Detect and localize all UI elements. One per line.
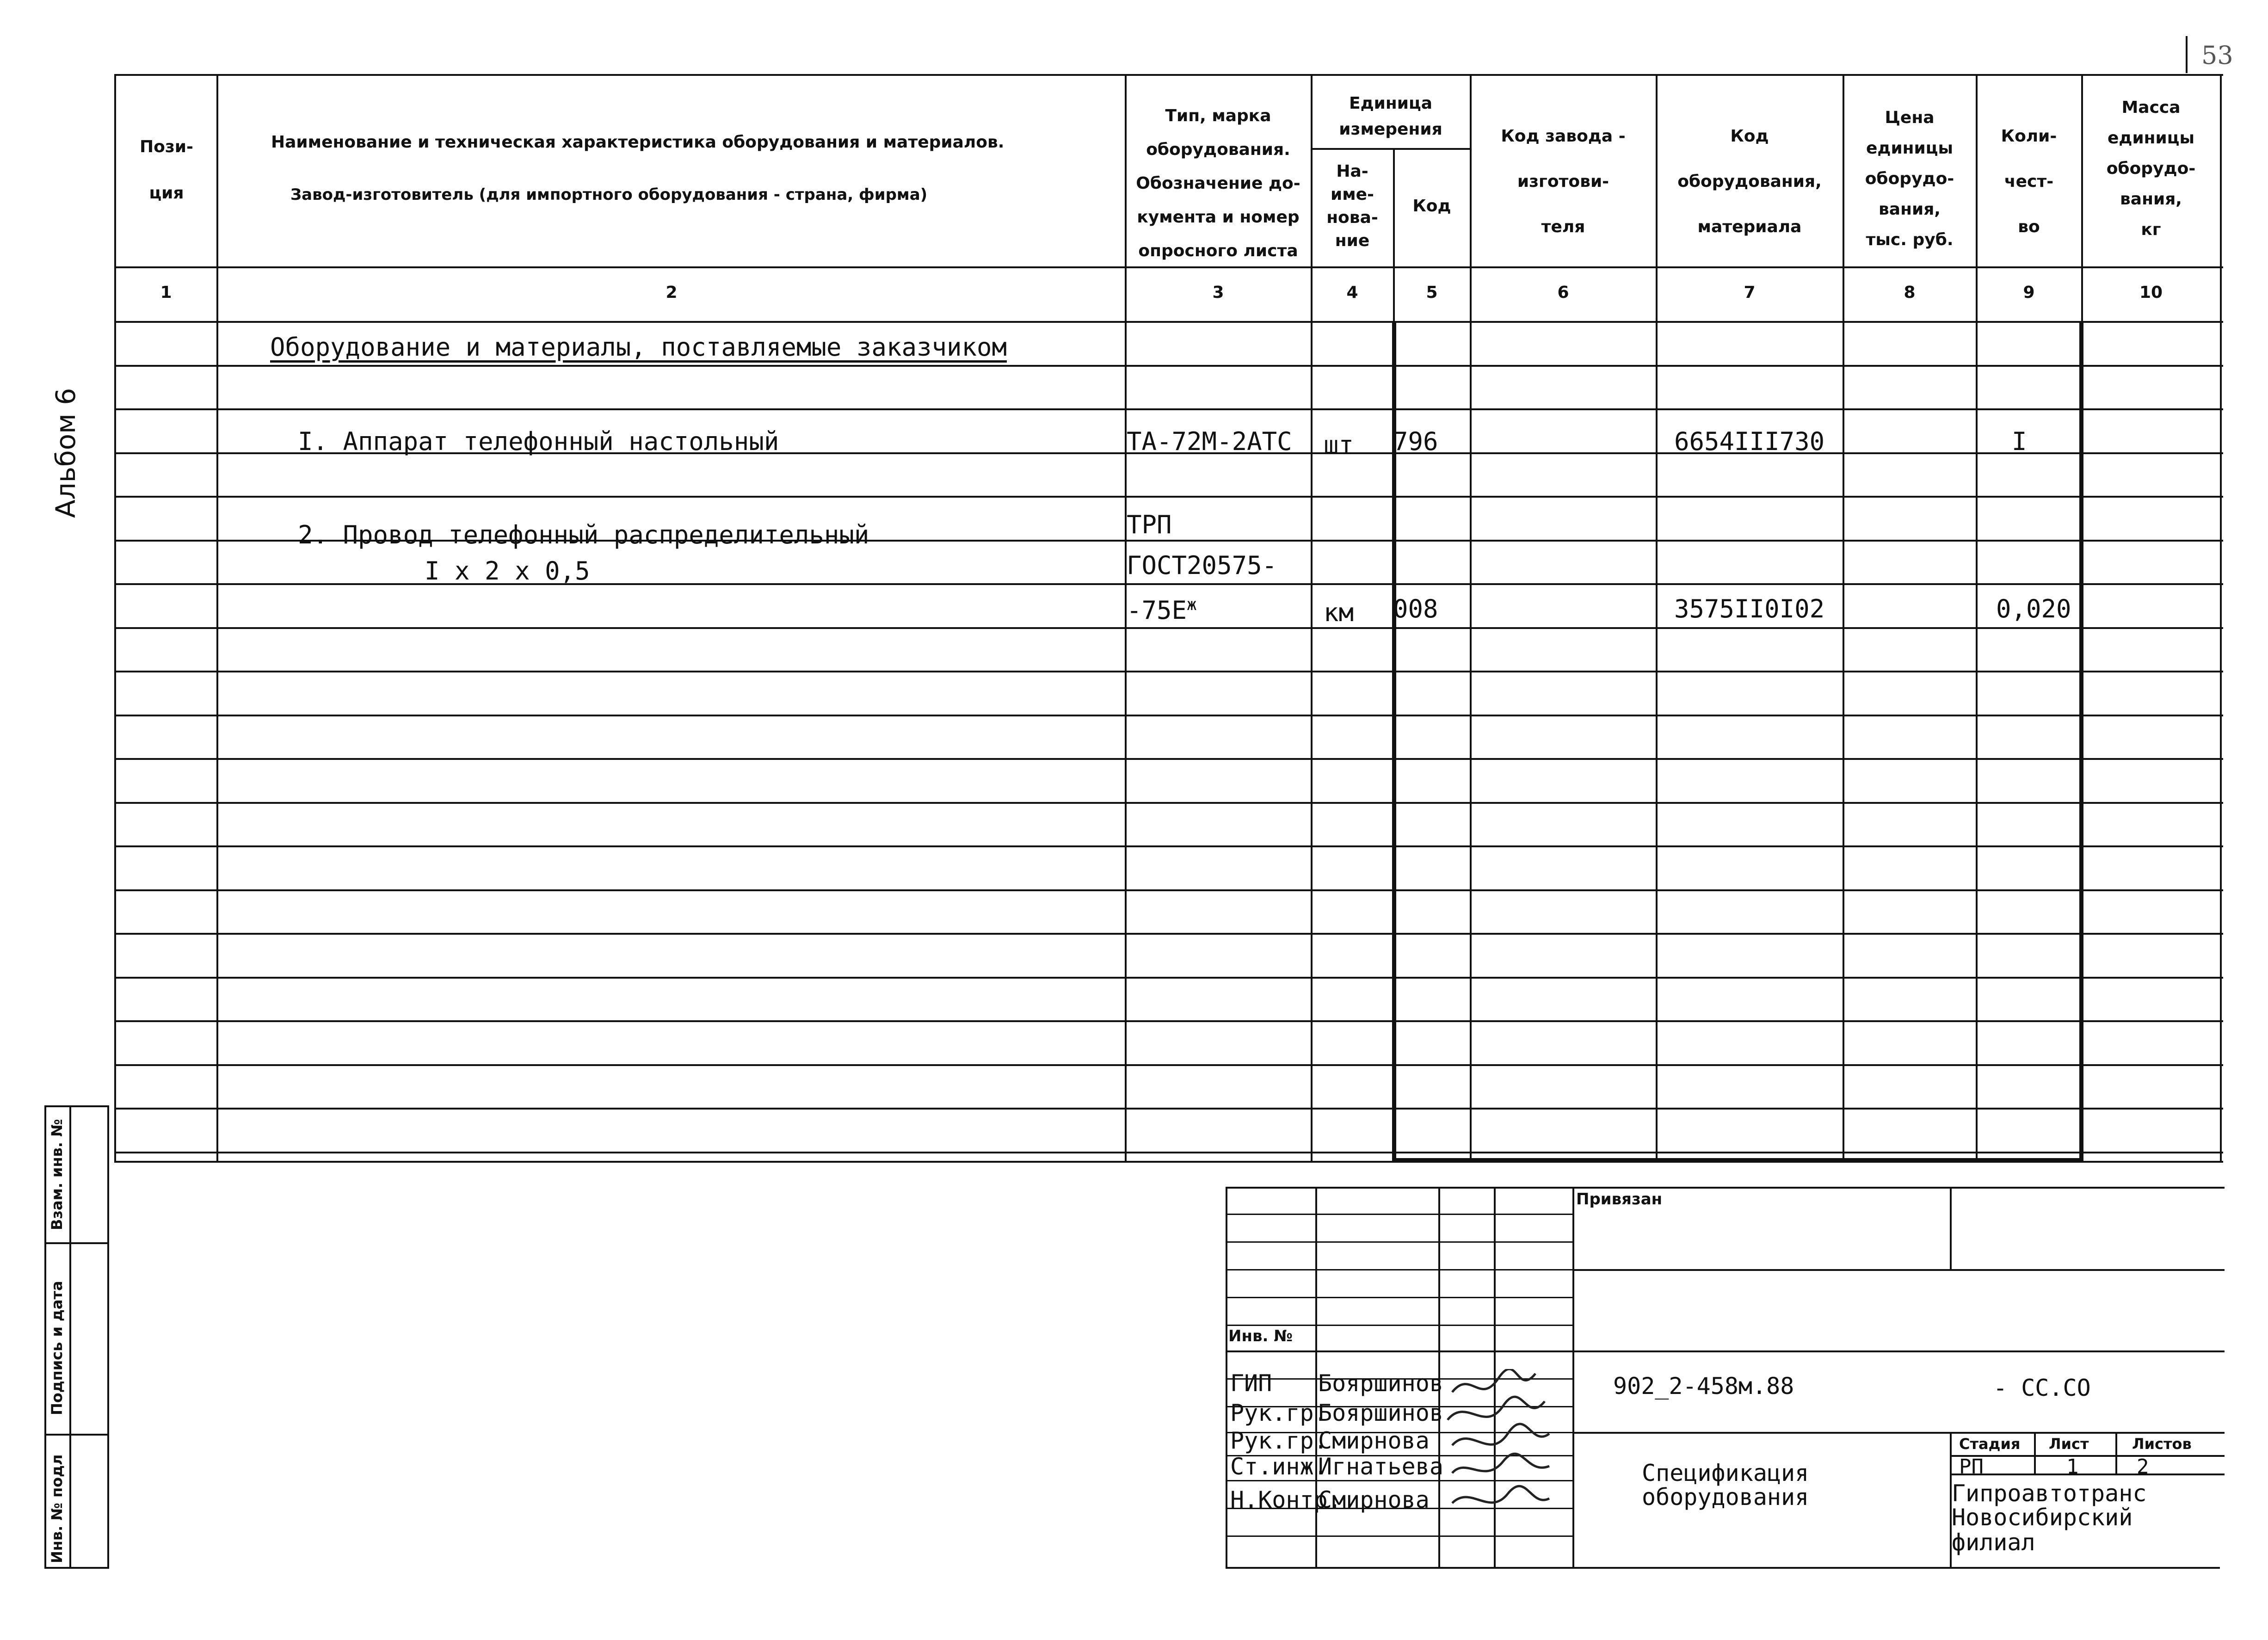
colnum-5: 5 <box>1426 283 1438 302</box>
hdr-col4: На- име- нова- ние <box>1326 162 1378 250</box>
row-line <box>114 1152 2223 1153</box>
margin-line-inner <box>107 1105 109 1568</box>
margin-vzam: Взам. инв. № <box>48 1119 66 1230</box>
margin-line-outer <box>44 1105 46 1568</box>
thick-bottom <box>1392 1158 2083 1162</box>
corner-mark <box>2186 36 2188 73</box>
colnum-9: 9 <box>2023 283 2035 302</box>
stamp-role: Рук.гр. <box>1230 1400 1328 1426</box>
colnum-8: 8 <box>1904 283 1916 302</box>
stamp-sheet-div <box>2034 1432 2036 1474</box>
stamp-inv-label: Инв. № <box>1228 1327 1293 1345</box>
margin-inv-podl: Инв. № подл <box>48 1454 66 1563</box>
table-top-border <box>114 74 2223 76</box>
stamp-linked-bottom <box>1572 1269 2225 1271</box>
hdr-col5: Код <box>1412 197 1451 216</box>
row-line <box>114 933 2223 935</box>
stamp-org-line2: Новосибирский <box>1952 1504 2133 1531</box>
item1-name: I. Аппарат телефонный настольный <box>298 427 779 456</box>
item1-qty: I <box>2012 427 2027 456</box>
row-line <box>114 977 2223 979</box>
stamp-stage-value-line <box>1950 1474 2225 1475</box>
margin-sep2 <box>44 1434 109 1436</box>
stamp-grid-line <box>1226 1214 1572 1215</box>
hdr-col2-line1: Наименование и техническая характеристика оборудования и материалов. <box>271 133 1005 152</box>
row-line <box>114 758 2223 760</box>
row-line <box>114 408 2223 410</box>
margin-top <box>44 1105 109 1107</box>
stamp-col4 <box>1572 1187 1574 1568</box>
row-line <box>114 802 2223 804</box>
row-line <box>114 1064 2223 1066</box>
stamp-sheet-label: Лист <box>2049 1435 2089 1453</box>
item1-type: ТА-72М-2АТС <box>1127 427 1292 456</box>
row-line <box>114 1020 2223 1022</box>
stamp-doc-code: 902_2-458м.88 <box>1613 1373 1794 1400</box>
row-line <box>114 496 2223 498</box>
margin-line-mid <box>69 1105 71 1568</box>
stamp-top <box>1226 1187 2225 1189</box>
stamp-code-top <box>1226 1350 2225 1352</box>
stamp-title-line2: оборудования <box>1642 1484 1809 1511</box>
stamp-grid-line <box>1226 1269 1572 1270</box>
stamp-sheets-value: 2 <box>2137 1455 2149 1479</box>
colnum-3: 3 <box>1212 283 1224 302</box>
item2-type-line3: $-75Е^ж$ <box>1127 595 1197 625</box>
row-line <box>114 365 2223 367</box>
stamp-person-name: Смирнова <box>1318 1427 1430 1454</box>
row-line <box>114 1108 2223 1110</box>
row-line <box>114 671 2223 672</box>
stamp-org-line3: филиал <box>1952 1529 2035 1556</box>
stamp-code-bottom <box>1572 1432 2225 1434</box>
stamp-bottom <box>1226 1567 2220 1569</box>
hdr-col6: Код завода - изготови- теля <box>1501 127 1626 236</box>
stamp-grid-line <box>1226 1535 1572 1537</box>
item2-unit: км <box>1324 598 1354 627</box>
stamp-role: ГИП <box>1230 1370 1272 1397</box>
col-line-0 <box>114 74 116 1161</box>
item2-name-line2: I x 2 x 0,5 <box>425 556 590 586</box>
hdr-unit-title: Единица измерения <box>1339 94 1442 139</box>
stamp-person-name: Смирнова <box>1318 1486 1430 1513</box>
stamp-org-line1: Гипроавтотранс <box>1952 1480 2147 1507</box>
stamp-stage-header-line <box>1950 1455 2225 1457</box>
hdr-col7: Код оборудования, материала <box>1677 127 1822 236</box>
stamp-title-line1: Спецификация <box>1642 1460 1809 1486</box>
stamp-grid-line <box>1226 1297 1572 1298</box>
item2-type-line2: ГОСТ20575- <box>1127 551 1277 580</box>
stamp-sheet-value: 1 <box>2066 1455 2079 1479</box>
item2-qty: 0,020 <box>1996 594 2071 623</box>
unit-subheader-line <box>1311 148 1470 150</box>
stamp-sheets-label: Листов <box>2132 1435 2192 1453</box>
colnum-1: 1 <box>160 283 172 302</box>
row-line <box>114 627 2223 629</box>
stamp-grid-line <box>1226 1241 1572 1243</box>
hdr-col2-line2: Завод-изготовитель (для импортного оборудования - страна, фирма) <box>290 185 928 204</box>
album-label: Альбом 6 <box>50 388 81 518</box>
hdr-col9: Коли- чест- во <box>2001 127 2057 236</box>
item1-unit: шт <box>1324 431 1354 460</box>
item2-name: 2. Провод телефонный распределительный <box>298 520 869 549</box>
hdr-col8: Цена единицы оборудо- вания, тыс. руб. <box>1865 108 1954 249</box>
page-number: 53 <box>2201 41 2233 70</box>
item2-material-code: 3575II0I02 <box>1674 594 1825 623</box>
colnum-6: 6 <box>1557 283 1569 302</box>
stamp-linked-div <box>1950 1187 1952 1269</box>
colnum-4: 4 <box>1346 283 1358 302</box>
row-line <box>114 715 2223 716</box>
hdr-col1: Пози- ция <box>140 137 193 203</box>
item1-unit-code: 796 <box>1393 427 1438 456</box>
stamp-stage-label: Стадия <box>1959 1435 2021 1453</box>
stamp-person-name: Игнатьева <box>1318 1453 1443 1480</box>
item2-type-line1: ТРП <box>1127 510 1172 539</box>
row-line <box>114 889 2223 891</box>
stamp-person-name: Бояршинов <box>1318 1400 1443 1426</box>
thick-right <box>2079 323 2083 1161</box>
col-line-1 <box>216 74 218 1161</box>
stamp-person-name: Бояршинов <box>1318 1370 1443 1397</box>
stamp-doc-suffix: - СС.СО <box>1993 1375 2091 1401</box>
row-line <box>114 845 2223 847</box>
stamp-role: Н.Контр. <box>1230 1486 1342 1513</box>
colnum-7: 7 <box>1744 283 1756 302</box>
margin-podpis: Подпись и дата <box>48 1281 66 1415</box>
stamp-grid-line <box>1226 1325 1572 1326</box>
item2-unit-code: 008 <box>1393 594 1438 623</box>
margin-bottom <box>44 1567 109 1569</box>
colnum-bottom-line <box>114 321 2223 323</box>
stamp-stage-value: РП <box>1959 1455 1984 1479</box>
colnum-10: 10 <box>2139 283 2163 302</box>
signature-scribbles <box>1443 1369 1554 1526</box>
col-line-10 <box>2220 74 2222 1161</box>
stamp-role: Рук.гр. <box>1230 1427 1328 1454</box>
section-title: Оборудование и материалы, поставляемые заказчиком <box>270 333 1007 362</box>
hdr-col3: Тип, марка оборудования. Обозначение до- кумента и номер опросного листа <box>1136 106 1300 260</box>
stamp-linked-label: Привязан <box>1576 1190 1663 1208</box>
item1-material-code: 6654III730 <box>1674 427 1825 456</box>
margin-sep1 <box>44 1242 109 1244</box>
stamp-role: Ст.инж. <box>1230 1453 1328 1480</box>
colnum-2: 2 <box>666 283 678 302</box>
stamp-sheets-div <box>2115 1432 2117 1474</box>
hdr-col10: Масса единицы оборудо- вания, кг <box>2106 98 2196 239</box>
stamp-left <box>1226 1187 1227 1568</box>
